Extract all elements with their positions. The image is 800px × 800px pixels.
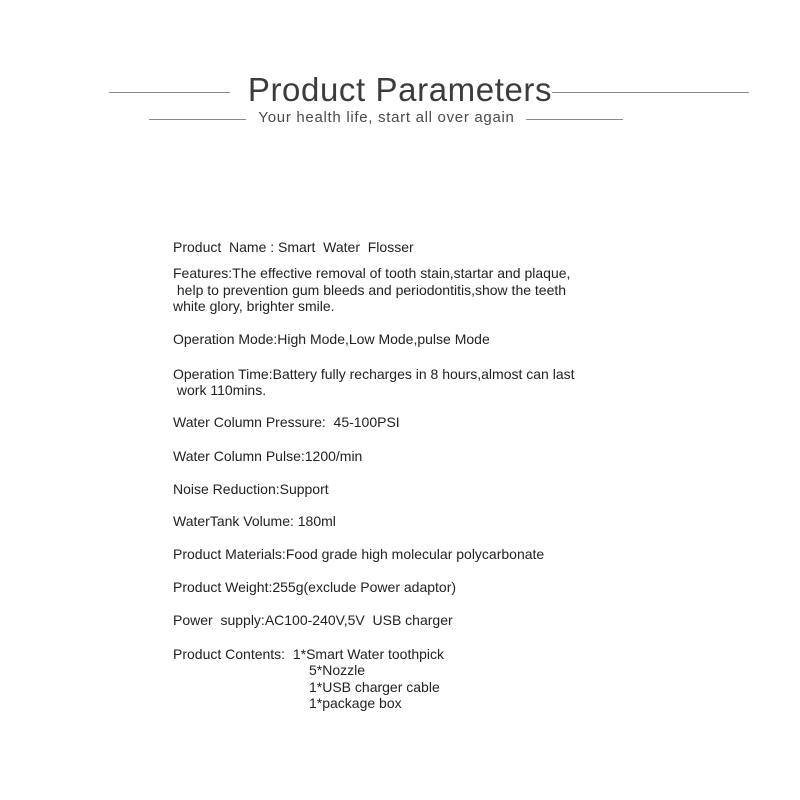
- param-power-supply: Power supply:AC100-240V,5V USB charger: [173, 612, 453, 628]
- param-tank-volume: WaterTank Volume: 180ml: [173, 513, 336, 529]
- param-features-line-3: white glory, brighter smile.: [173, 298, 335, 314]
- page-subtitle: Your health life, start all over again: [258, 109, 515, 126]
- param-features-line-2: help to prevention gum bleeds and periodontitis,show the teeth: [173, 282, 567, 298]
- param-water-pulse: Water Column Pulse:1200/min: [173, 448, 363, 464]
- param-operation-time-line-1: Operation Time:Battery fully recharges in 8 hours,almost can last: [173, 366, 575, 382]
- param-materials: Product Materials:Food grade high molecular polycarbonate: [173, 546, 545, 562]
- contents-item: 1*USB charger cable: [309, 679, 440, 695]
- param-contents: Product Contents: 1*Smart Water toothpick: [173, 646, 445, 662]
- param-water-pressure: Water Column Pressure: 45-100PSI: [173, 414, 400, 430]
- param-product-name: Product Name : Smart Water Flosser: [173, 239, 414, 255]
- param-operation-time-line-2: work 110mins.: [173, 382, 267, 398]
- contents-item: 1*package box: [309, 695, 402, 711]
- contents-item: 5*Nozzle: [309, 662, 366, 678]
- page-title: Product Parameters: [247, 71, 553, 108]
- param-operation-mode: Operation Mode:High Mode,Low Mode,pulse Mode: [173, 331, 490, 347]
- param-noise-reduction: Noise Reduction:Support: [173, 481, 329, 497]
- param-weight: Product Weight:255g(exclude Power adaptor): [173, 579, 457, 595]
- param-features-line-1: Features:The effective removal of tooth stain,startar and plaque,: [173, 265, 571, 281]
